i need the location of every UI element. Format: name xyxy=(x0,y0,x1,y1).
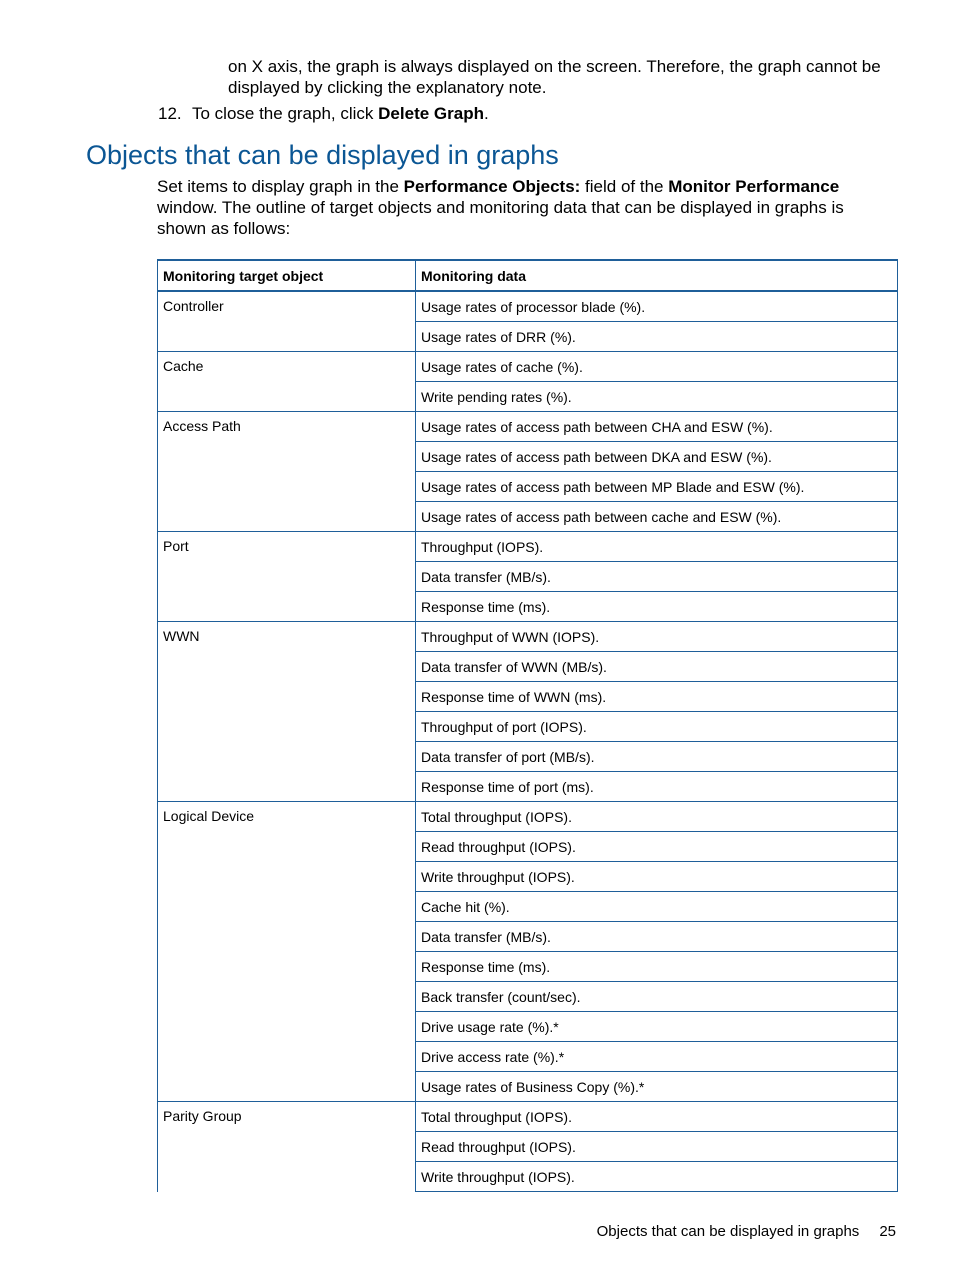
monitoring-data-cell: Usage rates of access path between MP Blade and ESW (%). xyxy=(416,472,898,502)
intro-paragraph xyxy=(157,176,897,239)
monitoring-data-cell: Usage rates of access path between cache and ESW (%). xyxy=(416,502,898,532)
section-title: Objects that can be displayed in graphs xyxy=(86,140,559,170)
page-footer xyxy=(560,1222,896,1242)
monitoring-data-cell: Read throughput (IOPS). xyxy=(416,832,898,862)
step-number: 12. xyxy=(158,104,182,123)
footer-title: Objects that can be displayed in graphs xyxy=(596,1223,860,1240)
monitoring-data-cell: Data transfer of port (MB/s). xyxy=(416,742,898,772)
table-row xyxy=(158,802,898,832)
monitoring-data-cell: Data transfer (MB/s). xyxy=(416,562,898,592)
intro-text-2: field of the xyxy=(580,177,669,196)
intro-text-1: Set items to display graph in the xyxy=(157,177,404,196)
monitoring-data-cell: Usage rates of cache (%). xyxy=(416,352,898,382)
page-number: 25 xyxy=(879,1223,896,1240)
table-row xyxy=(158,622,898,652)
monitoring-data-cell: Throughput of port (IOPS). xyxy=(416,712,898,742)
monitoring-data-cell: Usage rates of processor blade (%). xyxy=(416,291,898,322)
monitoring-data-cell: Data transfer (MB/s). xyxy=(416,922,898,952)
monitoring-data-cell: Usage rates of access path between DKA and ESW (%). xyxy=(416,442,898,472)
table-header-row xyxy=(158,260,898,291)
monitoring-data-cell: Write throughput (IOPS). xyxy=(416,1162,898,1192)
target-object-cell: Logical Device xyxy=(158,802,416,1102)
monitoring-data-cell: Response time (ms). xyxy=(416,592,898,622)
step-12 xyxy=(158,103,489,124)
monitoring-data-cell: Back transfer (count/sec). xyxy=(416,982,898,1012)
objects-table xyxy=(157,259,898,1192)
monitoring-data-cell: Drive usage rate (%).* xyxy=(416,1012,898,1042)
monitoring-data-cell: Usage rates of Business Copy (%).* xyxy=(416,1072,898,1102)
target-object-cell: Controller xyxy=(158,291,416,352)
monitoring-data-cell: Response time (ms). xyxy=(416,952,898,982)
table-body xyxy=(158,291,898,1192)
target-object-cell: Cache xyxy=(158,352,416,412)
delete-graph-label: Delete Graph xyxy=(378,104,484,123)
monitoring-data-cell: Response time of WWN (ms). xyxy=(416,682,898,712)
header-monitoring-data: Monitoring data xyxy=(416,260,898,291)
monitoring-data-cell: Write pending rates (%). xyxy=(416,382,898,412)
table-row xyxy=(158,1102,898,1132)
table-row xyxy=(158,532,898,562)
monitoring-data-cell: Usage rates of access path between CHA and ESW (%). xyxy=(416,412,898,442)
monitoring-data-cell: Throughput of WWN (IOPS). xyxy=(416,622,898,652)
monitoring-data-cell: Data transfer of WWN (MB/s). xyxy=(416,652,898,682)
monitor-performance-label: Monitor Performance xyxy=(668,177,840,196)
header-target-object: Monitoring target object xyxy=(158,260,416,291)
monitoring-data-cell: Usage rates of DRR (%). xyxy=(416,322,898,352)
monitoring-data-cell: Read throughput (IOPS). xyxy=(416,1132,898,1162)
step-text-end: . xyxy=(483,104,489,123)
intro-text-3: window. The outline of target objects and monitoring data that can be displayed in graphs is shown as follows: xyxy=(157,198,844,238)
table-row xyxy=(158,412,898,442)
step-text: To close the graph, click xyxy=(192,104,379,123)
monitoring-data-cell: Throughput (IOPS). xyxy=(416,532,898,562)
table-row xyxy=(158,291,898,322)
monitoring-data-cell: Response time of port (ms). xyxy=(416,772,898,802)
performance-objects-label: Performance Objects: xyxy=(403,177,581,196)
monitoring-data-cell: Drive access rate (%).* xyxy=(416,1042,898,1072)
target-object-cell: WWN xyxy=(158,622,416,802)
monitoring-data-cell: Write throughput (IOPS). xyxy=(416,862,898,892)
target-object-cell: Port xyxy=(158,532,416,622)
monitoring-data-cell: Total throughput (IOPS). xyxy=(416,802,898,832)
continuation-paragraph: on X axis, the graph is always displayed on the screen. Therefore, the graph cannot be displayed by clicking the explanatory note. xyxy=(228,57,881,97)
target-object-cell: Parity Group xyxy=(158,1102,416,1192)
monitoring-data-cell: Total throughput (IOPS). xyxy=(416,1102,898,1132)
monitoring-data-cell: Cache hit (%). xyxy=(416,892,898,922)
table-row xyxy=(158,352,898,382)
target-object-cell: Access Path xyxy=(158,412,416,532)
